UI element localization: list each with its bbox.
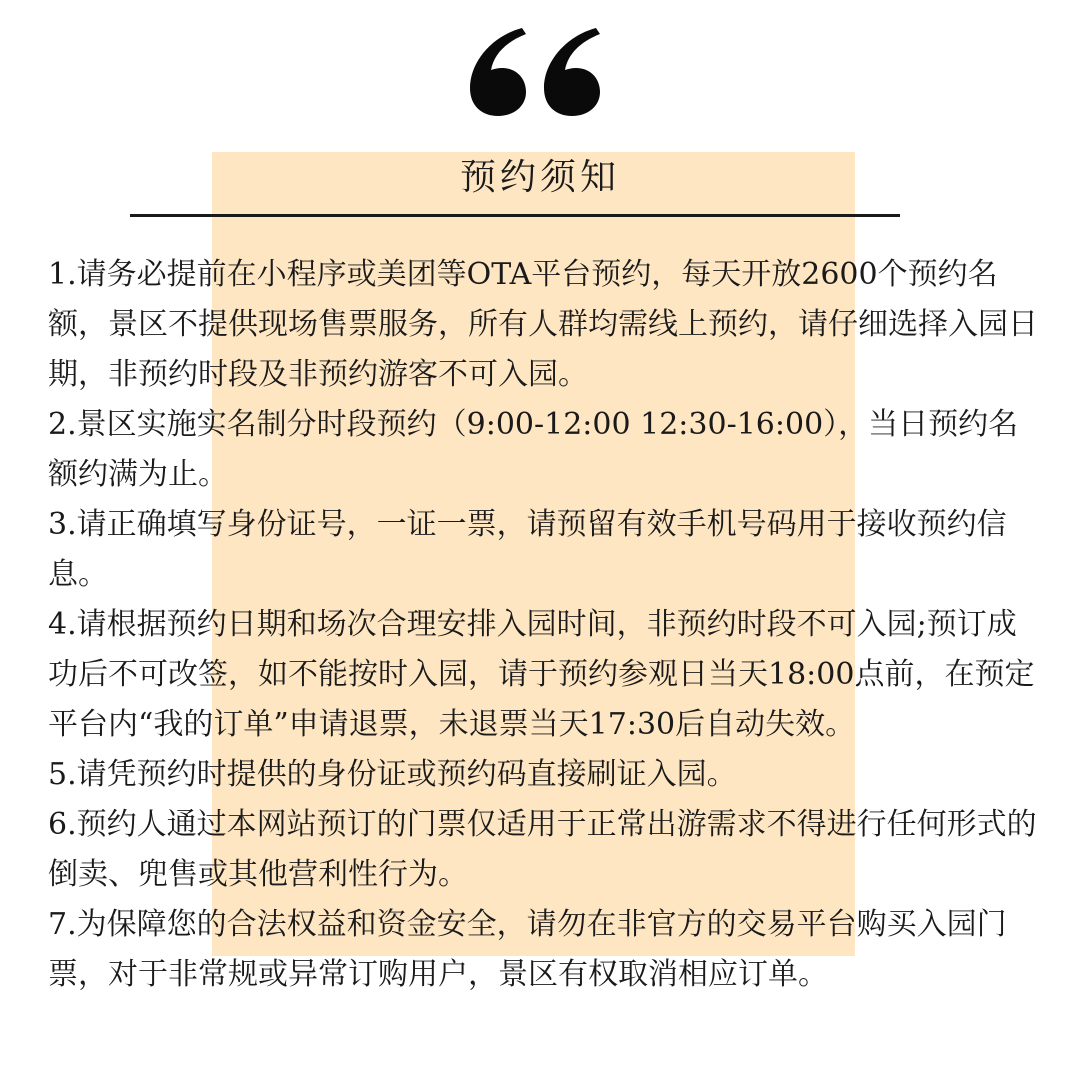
notice-item-6: 6.预约人通过本网站预订的门票仅适用于正常出游需求不得进行任何形式的倒卖、兜售或其他营利性行为。 [48,807,1037,892]
notice-item-3: 3.请正确填写身份证号，一证一票，请预留有效手机号码用于接收预约信息。 [48,507,1007,592]
double-quote-icon [464,18,604,118]
notice-item-2: 2.景区实施实名制分时段预约（9:00-12:00 12:30-16:00），当日预约名额约满为止。 [48,407,1019,492]
notice-item-1: 1.请务必提前在小程序或美团等OTA平台预约，每天开放2600个预约名额，景区不提供现场售票服务，所有人群均需线上预约，请仔细选择入园日期，非预约时段及非预约游客不可入园。 [48,257,1038,392]
notice-body [48,250,1038,1000]
notice-item-4: 4.请根据预约日期和场次合理安排入园时间，非预约时段不可入园;预订成功后不可改签，如不能按时入园，请于预约参观日当天18:00点前，在预定平台内“我的订单”申请退票，未退票当天17:30后自动失效。 [48,607,1035,742]
title-divider [130,214,900,217]
page-title: 预约须知 [459,157,620,198]
notice-item-5: 5.请凭预约时提供的身份证或预约码直接刷证入园。 [48,757,737,792]
notice-item-7: 7.为保障您的合法权益和资金安全，请勿在非官方的交易平台购买入园门票，对于非常规或异常订购用户，景区有权取消相应订单。 [48,907,1007,992]
